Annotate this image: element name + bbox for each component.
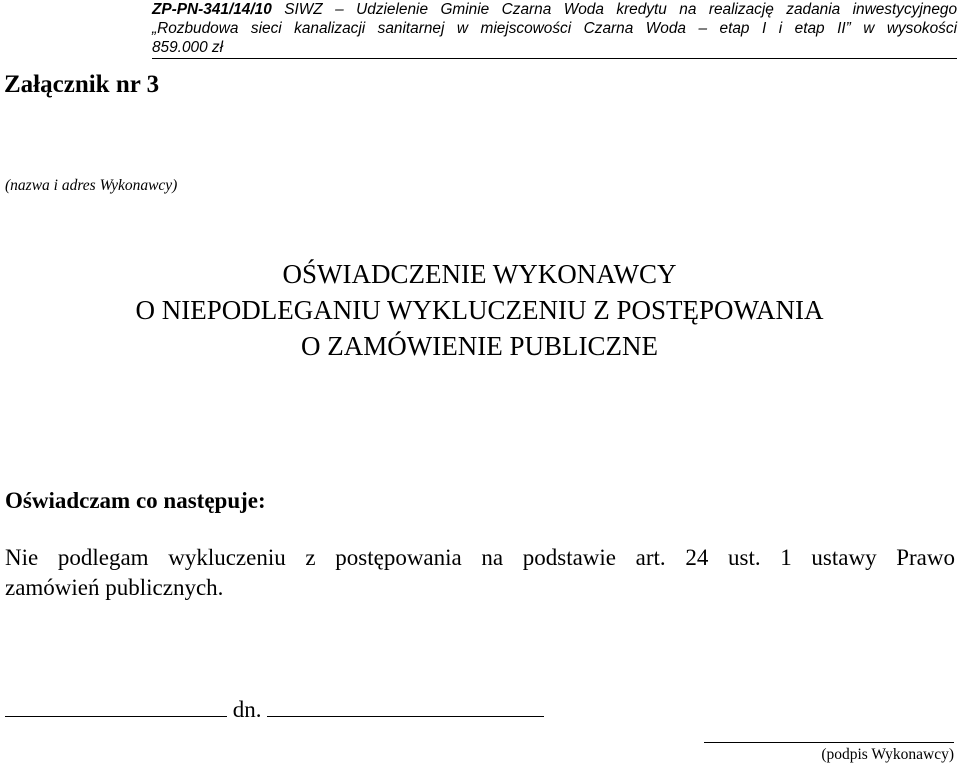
title-line-1: OŚWIADCZENIE WYKONAWCY [282,259,677,289]
date-word: dn. [232,697,262,722]
declaration-line-1: Nie podlegam wykluczeniu z postępowania na podstawie art. 24 ust. 1 ustawy Prawo [5,545,955,570]
header-line-1 [152,0,957,19]
title-line-2: O NIEPODLEGANIU WYKLUCZENIU Z POSTĘPOWANIA [135,295,824,325]
declaration-line-2: zamówień publicznych. [5,575,224,600]
date-blank [267,692,544,717]
header-line-2: „Rozbudowa sieci kanalizacji sanitarnej w miejscowości Czarna Woda – etap I i etap II” w wysokości [152,20,957,37]
place-blank [5,692,227,717]
declaration-body [5,543,955,603]
header-amount: 859.000 zł [152,39,224,56]
signature-label: (podpis Wykonawcy) [704,742,954,767]
contractor-name-address-label: (nazwa i adres Wykonawcy) [5,177,178,194]
declaration-heading: Oświadczam co następuje: [5,488,266,513]
place-date-line [5,692,544,723]
document-header [152,0,957,59]
procurement-reference: ZP-PN-341/14/10 [152,1,272,18]
document-title [0,256,959,364]
header-subject: SIWZ – Udzielenie Gminie Czarna Woda kredytu na realizację zadania inwestycyjnego [284,1,958,18]
title-line-3: O ZAMÓWIENIE PUBLICZNE [301,331,658,361]
attachment-number: Załącznik nr 3 [4,71,160,98]
